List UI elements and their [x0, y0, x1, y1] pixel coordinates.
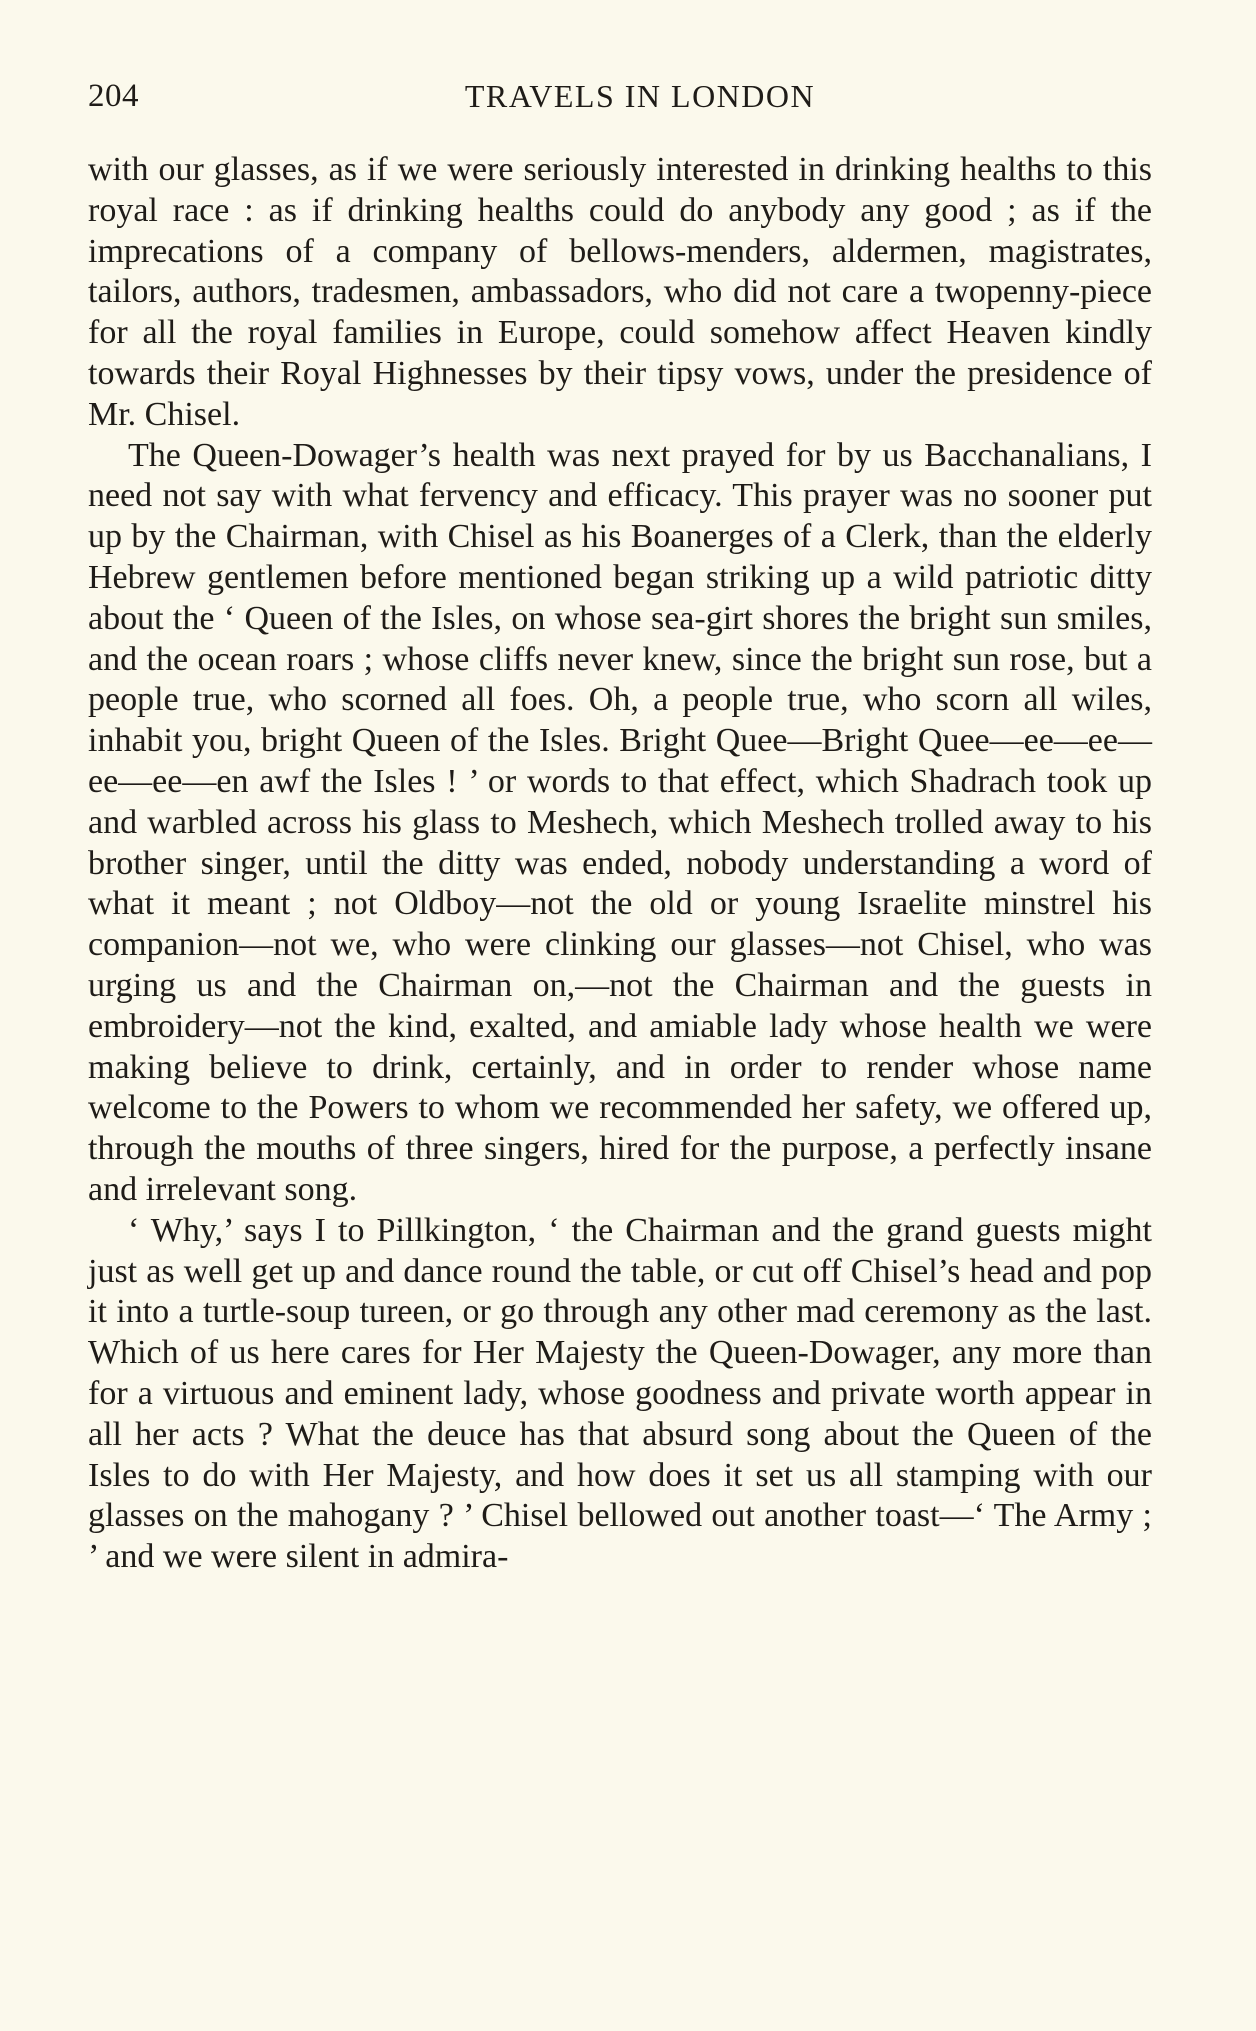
paragraph-continued: with our glasses, as if we were seriously interested in drinking healths to this royal race : as if drinking healths could do anybody any good ; as if the imprecations of a company of bellows-menders, aldermen, magistrates, tailors, authors, tradesmen, ambassadors, who did not care a twopenny-piece for all the royal families in Europe, could somehow affect Heaven kindly towards their Royal Highnesses by their tipsy vows, under the presidence of Mr. Chisel.	[88, 151, 1152, 433]
running-head	[88, 78, 1152, 122]
body-text	[88, 150, 1152, 1578]
page-number: 204	[88, 78, 139, 114]
paragraph-queen-dowager: The Queen-Dowager’s health was next prayed for by us Bacchanalians, I need not say with what fervency and efficacy. This prayer was no sooner put up by the Chairman, with Chisel as his Boanerges of a Clerk, than the elderly Hebrew gentlemen before mentioned began striking up a wild patriotic ditty about the ‘ Queen of the Isles, on whose sea-girt shores the bright sun smiles, and the ocean roars ; whose cliffs never knew, since the bright sun rose, but a people true, who scorned all foes. Oh, a people true, who scorn all wiles, inhabit you, bright Queen of the Isles. Bright Quee—Bright Quee—ee—ee—ee—ee—en awf the Isles ! ’ or words to that effect, which Shadrach took up and warbled across his glass to Meshech, which Meshech trolled away to his brother singer, until the ditty was ended, nobody understanding a word of what it meant ; not Oldboy—not the old or young Israelite minstrel his companion—not we, who were clinking our glasses—not Chisel, who was urging us and the Chairman on,—not the Chairman and the guests in embroidery—not the kind, exalted, and amiable lady whose health we were making believe to drink, certainly, and in order to render whose name welcome to the Powers to whom we recommended her safety, we offered up, through the mouths of three singers, hired for the purpose, a perfectly insane and irrelevant song.	[88, 436, 1152, 1208]
paragraph-pillkington: ‘ Why,’ says I to Pillkington, ‘ the Chairman and the grand guests might just as well get up and dance round the table, or cut off Chisel’s head and pop it into a turtle-soup tureen, or go through any other mad ceremony as the last. Which of us here cares for Her Majesty the Queen-Dowager, any more than for a virtuous and eminent lady, whose goodness and private worth appear in all her acts ? What the deuce has that absurd song about the Queen of the Isles to do with Her Majesty, and how does it set us all stamping with our glasses on the mahogany ? ’ Chisel bellowed out another toast—‘ The Army ; ’ and we were silent in admira-	[88, 1211, 1152, 1576]
running-title: TRAVELS IN LONDON	[464, 78, 816, 114]
